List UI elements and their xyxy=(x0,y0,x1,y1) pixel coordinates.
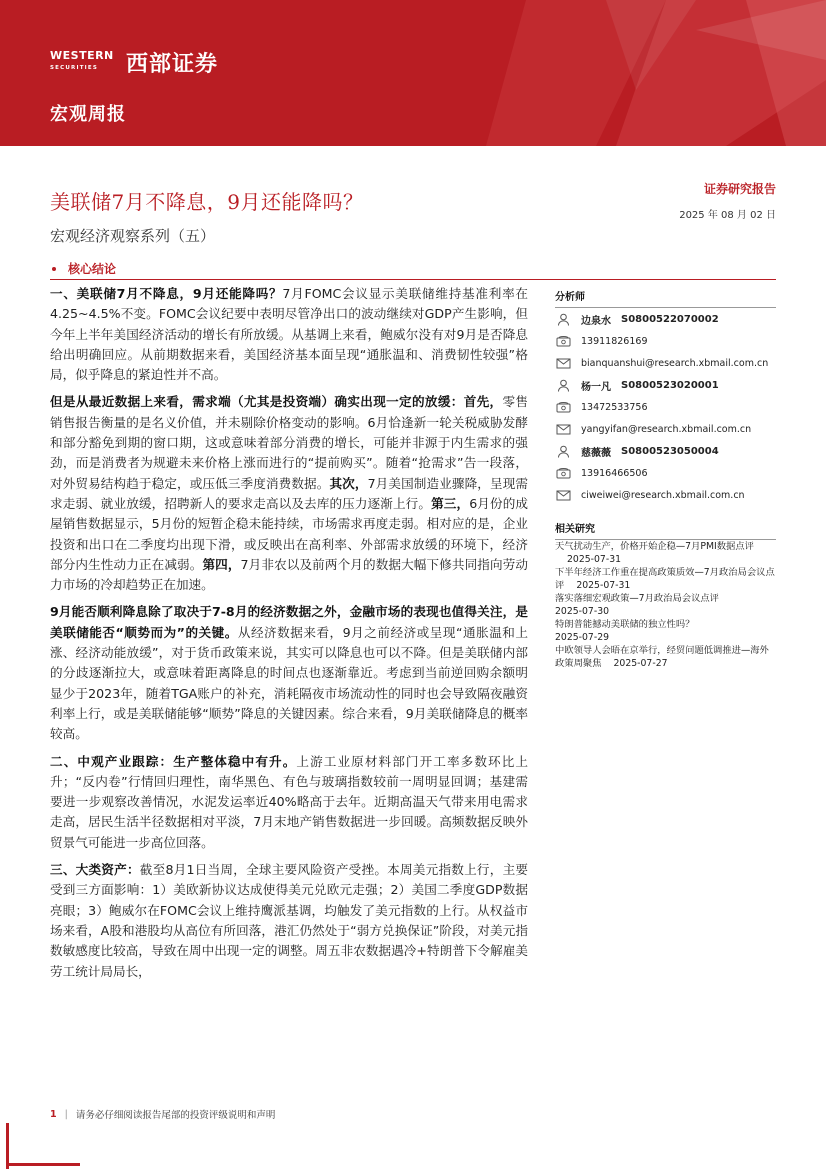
p5-text: 截至8月1日当周，全球主要风险资产受挫。本周美元指数上行，主要受到三方面影响：1）美欧新协议达成使得美元兑欧元走强；2）美国二季度GDP数据亮眼；3）鲍威尔在FOMC会议上维持鹰派基调，均触发了美元指数的上行。从权益市场来看，A股和港股均从高位有所回落，港汇仍然处于“弱方兑换保证”阶段，对美元指数敏感度比较高，导致在周中出现一定的调整。周五非农数据遇冷+特朗普下令解雇美劳工统计局局长， xyxy=(50,862,529,979)
banner-geometric-pattern xyxy=(366,0,826,146)
analyst-name: 杨一凡 xyxy=(581,381,611,393)
related-item[interactable] xyxy=(555,619,776,644)
analyst-code: S0800522070002 xyxy=(621,313,719,325)
main-content xyxy=(50,284,528,989)
analyst-phone: 13911826169 xyxy=(581,335,648,347)
sidebar xyxy=(555,284,776,670)
p2-text-4: 7月非农以及前两个月的数据大幅下修共同指向劳动力市场的冷却趋势正在加速。 xyxy=(50,556,529,593)
paragraph-4 xyxy=(50,752,528,853)
related-date: 2025-07-30 xyxy=(555,605,610,617)
company-logo xyxy=(50,46,218,78)
paragraph-5 xyxy=(50,860,528,982)
email-row xyxy=(555,484,776,506)
analyst-name: 慈薇薇 xyxy=(581,447,611,459)
p2-text-2: 7月美国制造业骤降，呈现需求走弱、就业放缓，招聘新人的要求走高以及去库的压力逐渐上行。 xyxy=(50,475,529,511)
analyst-email[interactable]: ciweiwei@research.xbmail.com.cn xyxy=(581,489,745,501)
logo-wordmark xyxy=(50,50,124,74)
paragraph-3 xyxy=(50,602,528,744)
analyst-email[interactable]: bianquanshui@research.xbmail.com.cn xyxy=(581,357,769,369)
p3-text: 从经济数据来看，9月之前经济或呈现“通胀温和上涨、经济动能放缓”，对于货币政策来说，其实可以降息也可以不降。但是美联储内部的分歧逐渐拉大，或意味着距离降息的时间点也逐渐靠近。考虑到当前逆回购余额明显少于2023年，随着TGA账户的补充，消耗隔夜市场流动性的同时也会导致隔夜融资利率上行，或是美联储能够“顺势”降息的关键因素。综合来看，9月美联储降息的概率较高。 xyxy=(50,624,528,742)
p2-marker-4: 第四， xyxy=(202,556,241,572)
related-item[interactable] xyxy=(555,593,776,618)
mail-icon xyxy=(555,489,571,502)
related-date: 2025-07-27 xyxy=(613,657,668,669)
related-title: 特朗普能撼动美联储的独立性吗？ xyxy=(555,619,695,630)
footer-disclaimer: 请务必仔细阅读报告尾部的投资评级说明和声明 xyxy=(75,1110,276,1121)
related-date: 2025-07-29 xyxy=(555,631,610,643)
analyst-name: 边泉水 xyxy=(581,315,611,327)
page-footer xyxy=(50,1107,275,1121)
person-icon xyxy=(555,379,571,392)
analyst-email[interactable]: yangyifan@research.xbmail.com.cn xyxy=(581,423,752,435)
report-type: 宏观周报 xyxy=(50,104,126,125)
related-research xyxy=(555,516,776,670)
analyst-heading: 分析师 xyxy=(555,284,776,308)
report-date: 2025 年 08 月 02 日 xyxy=(679,210,776,221)
email-row xyxy=(555,418,776,440)
p2-marker-3: 第三， xyxy=(431,495,470,511)
person-icon xyxy=(555,313,571,326)
phone-icon xyxy=(555,401,571,414)
page-number: 1 xyxy=(50,1108,57,1120)
p2-text-1: 零售销售报告衡量的是名义价值，并未剔除价格变动的影响。6月恰逢新一轮关税威胁发酵和部分豁免到期的窗口期，这或意味着部分消费的增长，可能并非源于内生需求的强劲，而是消费者为规避未来价格上涨而进行的“提前购买”。随着“抢需求”告一段落，对外贸易结构趋于稳定，或压低三季度消费数据。 xyxy=(50,394,529,491)
header-banner xyxy=(0,0,826,146)
p1-lead: 一、美联储7月不降息，9月还能降吗？ xyxy=(50,286,283,301)
bullet-icon xyxy=(52,267,56,271)
related-title: 下半年经济工作重在提高政策质效—7月政治局会议点评 xyxy=(555,567,775,591)
footer-separator: | xyxy=(64,1108,68,1120)
related-item[interactable] xyxy=(555,567,776,592)
section-heading xyxy=(50,260,116,277)
report-title: 美联储7月不降息，9月还能降吗？ xyxy=(50,190,364,214)
phone-row xyxy=(555,330,776,352)
related-title: 天气扰动生产，价格开始企稳—7月PMI数据点评 xyxy=(555,541,754,552)
phone-row xyxy=(555,396,776,418)
analyst-phone: 13472533756 xyxy=(581,401,648,413)
p4-lead: 二、中观产业跟踪：生产整体稳中有升。 xyxy=(50,753,297,769)
p2-marker-2: 其次， xyxy=(329,475,368,491)
p5-lead: 三、大类资产： xyxy=(50,862,140,878)
analyst-code: S0800523020001 xyxy=(621,379,719,391)
person-icon xyxy=(555,445,571,458)
section-divider xyxy=(50,279,776,280)
logo-en: WESTERN xyxy=(50,49,114,62)
phone-row xyxy=(555,462,776,484)
logo-cn: 西部证券 xyxy=(126,51,219,77)
mail-icon xyxy=(555,357,571,370)
report-series: 宏观经济观察系列（五） xyxy=(50,227,216,245)
related-date: 2025-07-31 xyxy=(567,553,622,565)
analyst-row xyxy=(555,308,776,330)
related-item[interactable] xyxy=(555,645,776,670)
p4-text: 上游工业原材料部门开工率多数环比上升；“反内卷”行情回归理性，南华黑色、有色与玻璃指数较前一周明显回调；基建需要进一步观察改善情况，水泥发运率近40%略高于去年。近期高温天气带来用电需求走高，居民生活半径数据相对平淡，7月末地产销售数据进一步回暖。高频数据反映外贸景气可能进一步高位回落。 xyxy=(50,753,529,850)
related-heading: 相关研究 xyxy=(555,516,776,540)
related-title: 落实落细宏观政策—7月政治局会议点评 xyxy=(555,593,719,604)
phone-icon xyxy=(555,335,571,348)
analyst-row xyxy=(555,374,776,396)
email-row xyxy=(555,352,776,374)
p2-text-3: 6月份的成屋销售数据显示，5月份的短暂企稳未能持续，市场需求再度走弱。相对应的是，企业投资和出口在二季度均出现下滑，或反映出在高利率、外部需求放缓的环境下，经济部分内生性动力正在减弱。 xyxy=(50,495,529,572)
related-title: 中欧领导人会晤在京举行，经贸问题低调推进—海外政策周聚焦 xyxy=(555,645,769,669)
analyst-phone: 13916466506 xyxy=(581,467,648,479)
paragraph-2 xyxy=(50,392,528,595)
p3-lead: 9月能否顺利降息除了取决于7-8月的经济数据之外，金融市场的表现也值得关注，是美联储能否“顺势而为”的关键。 xyxy=(50,604,528,640)
paragraph-1 xyxy=(50,284,528,385)
phone-icon xyxy=(555,467,571,480)
p2-lead: 但是从最近数据上来看，需求端（尤其是投资端）确实出现一定的放缓：首先， xyxy=(50,394,503,410)
corner-decoration xyxy=(0,1123,80,1169)
related-item[interactable] xyxy=(555,541,776,566)
analyst-code: S0800523050004 xyxy=(621,445,719,457)
mail-icon xyxy=(555,423,571,436)
report-label: 证券研究报告 xyxy=(703,182,776,196)
p1-text: 7月FOMC会议显示美联储维持基准利率在4.25~4.5%不变。FOMC会议纪要中表明尽管净出口的波动继续对GDP产生影响，但今年上半年美国经济活动的增长有所放缓。从基调上来看，鲍威尔没有对9月是否降息给出明确回应。从前期数据来看，美国经济基本面呈现“通胀温和、消费韧性较强”格局，似乎降息的紧迫性并不高。 xyxy=(50,286,528,383)
analyst-row xyxy=(555,440,776,462)
related-date: 2025-07-31 xyxy=(576,579,631,591)
logo-en-sub: SECURITIES xyxy=(50,65,99,71)
section-heading-label: 核心结论 xyxy=(68,262,117,276)
